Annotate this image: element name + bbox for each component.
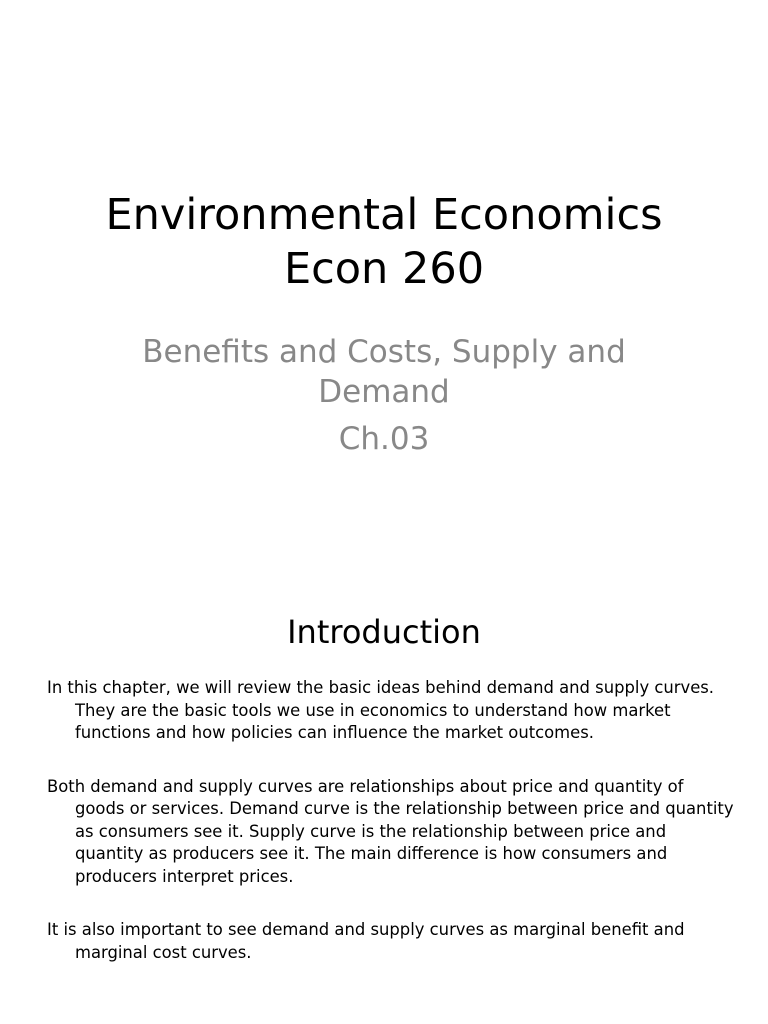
title-line-2: Econ 260 [283, 244, 485, 294]
subtitle-line-1: Benefits and Costs, Supply and [142, 334, 626, 370]
section-heading: Introduction [287, 613, 481, 651]
paragraph: It is also important to see demand and supply curves as marginal benefit and marginal cost curves. [47, 920, 685, 962]
body-text [47, 677, 737, 995]
title-line-1: Environmental Economics [105, 190, 663, 240]
paragraph: In this chapter, we will review the basic ideas behind demand and supply curves. They are the basic tools we use in economics to understand how market functions and how policies can influence the market outcomes. [47, 678, 715, 742]
paragraph: Both demand and supply curves are relationships about price and quantity of goods or services. Demand curve is the relationship between price and quantity as consumers see it. Supply curve is the relationship between price and quantity as producers see it. The main difference is how consumers and producers interpret prices. [47, 776, 734, 886]
subtitle-line-2: Demand [318, 374, 450, 410]
slide-subtitle [0, 332, 768, 459]
chapter-label: Ch.03 [338, 421, 430, 457]
introduction-slide [0, 576, 768, 1024]
slide-title [0, 188, 768, 296]
